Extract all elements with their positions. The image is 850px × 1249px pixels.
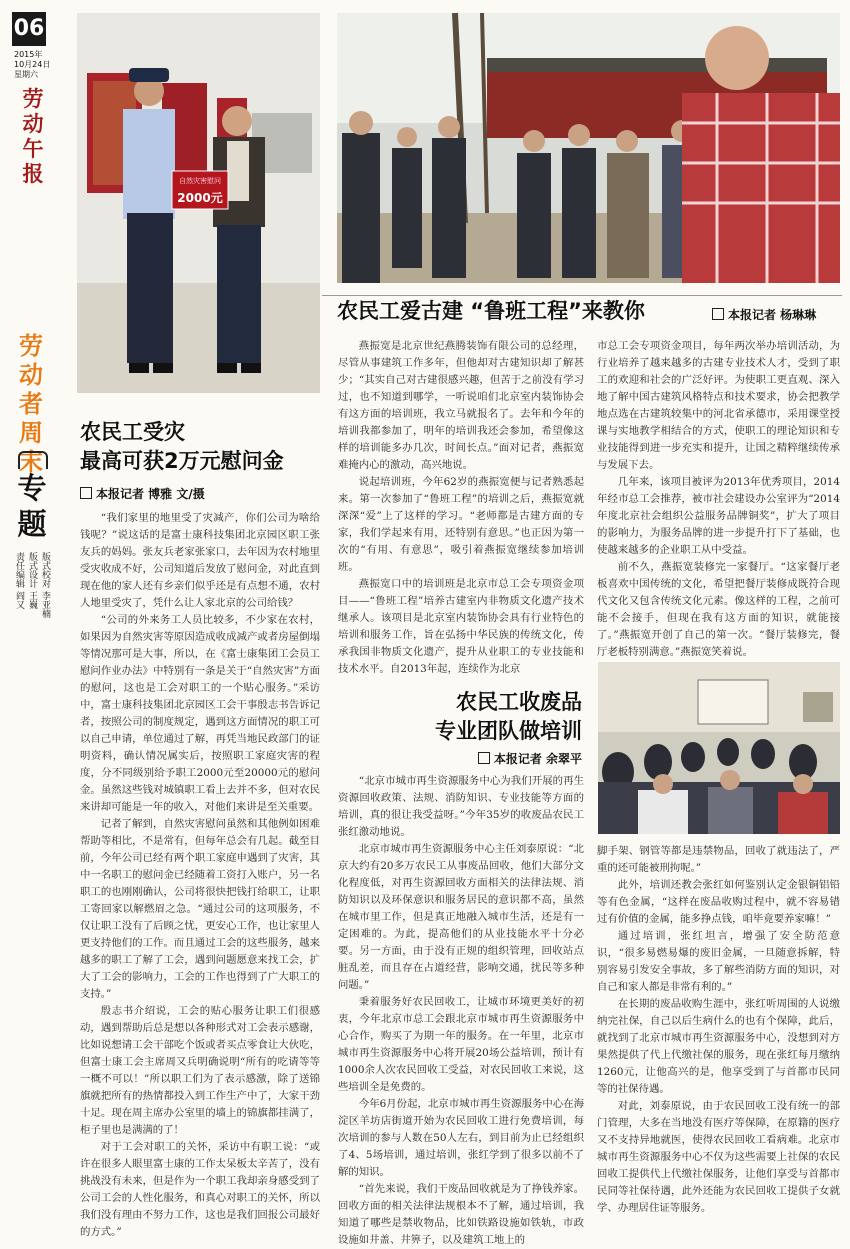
donation-sign-text: 自然灾害慰问 [179, 177, 221, 185]
article3-paragraph: 今年6月份起，北京市城市再生资源服务中心在海淀区羊坊店街道开始为农民回收工进行免费培训，每次培训的参与人数在50人左右，到目前为止已经组织了4、5场培训，通过培训，张红学到了很多以前不了解的知识。 [338, 1098, 584, 1178]
article2-body-col1 [338, 338, 584, 675]
section-title: 劳动者周末 [19, 332, 43, 476]
page-number: 06 [12, 12, 46, 46]
article1-paragraph: 记者了解到，自然灾害慰问虽然和其他例如困难帮助等相比，不是常有，但每年总会有几起。截至目前，今年公司已经有两个职工家庭申遇到了灾害，其中一名职工的慰问金已经随着工资打入账户，另一名职工的也刚刚确认，公司将很快把钱打给职工，让职工寄回家以解燃眉之急。“通过公司的这项服务，不仅让职工没有了后顾之忧，更安心工作，也让家里人更支持他们的工作。而且通过工会的这些服务，越来越多的职工了解了工会，遇到问题愿意来找工会，扩大了工会的影响力，工会的工作也得到了广大职工的支持。” [80, 818, 320, 1000]
article3-paragraph: “北京市城市再生资源服务中心为我们开展的再生资源回收政策、法规、消防知识、专业技能等方面的培训，真的很让我受益呀。”今年35岁的收废品农民工张红激动地说。 [338, 775, 584, 838]
training-classroom-photo [598, 662, 840, 834]
byline-box-icon [478, 752, 490, 764]
article3-paragraph: 对此，刘泰原说，由于农民回收工没有统一的部门管理，大多在当地没有医疗等保障，在原籍的医疗又不支持异地就医，使得农民回收工看病难。北京市城市再生资源服务中心不仅为这些需要上社保的农民回收工提供代上代缴社保服务，让他们享受与首都市民同等社保待遇，此外还能为农民回收工提供子女就学、办理居住证等服务。 [597, 1100, 840, 1214]
article2-paragraph: 市总工会专项资金项目，每年两次举办培训活动，为行业培养了越来越多的古建专业技术人才，受到了职工的欢迎和社会的广泛好评。为使职工更直观、深入地了解中国古建筑风格特点和技术要求，协会把教学地点选在古建筑较集中的河北省承德市，采用课堂授课与实地教学相结合的方式，使职工的理论知识和专业技能得到进一步充实和提升，让国之精粹继续传承与发展下去。 [597, 340, 840, 471]
article3-body-col1 [338, 773, 584, 1246]
article1-title-line1: 农民工受灾 [80, 420, 185, 444]
issue-weekday: 星期六 [14, 70, 38, 79]
article3-paragraph: 秉着服务好农民回收工，让城市环境更美好的初衷，今年北京市总工会跟北京市城市再生资源服务中心合作，购买了为期一年的服务。在一年里，北京市城市再生资源服务中心将开展20场公益培训，预计有1000余人次农民回收工受益，对农民回收工来说，这些培训全是免费的。 [338, 996, 584, 1093]
byline-box-icon [80, 487, 92, 499]
article3-title-line2: 专业团队做培训 [435, 719, 582, 743]
article2-byline [712, 306, 816, 323]
article1-byline-text: 本报记者 博雅 文/摄 [96, 487, 205, 501]
article1-title-line2: 最高可获2万元慰问金 [80, 449, 284, 473]
article1-byline [80, 485, 205, 502]
article3-paragraph: 此外，培训还教会张红如何鉴别认定金银铜铝铅等有色金属，“这样在废品收购过程中，就不容易错过有价值的金属，能多挣点钱，咱毕竟要养家嘛！” [597, 879, 840, 925]
article3-paragraph: “首先来说，我们干废品回收就是为了挣钱养家。回收方面的相关法律法规根本不了解，通过培训，我知道了哪些是禁收物品，比如铁路设施如铁轨，市政设施如井盖、井箅子，以及建筑工地上的 [338, 1183, 584, 1246]
article1-body [80, 510, 320, 1238]
article1-paragraph: 对于工会对职工的关怀，采访中有职工说：“或许在很多人眼里富士康的工作太呆板太辛苦了，没有挑战没有未来，但是作为一个职工我却亲身感受到了公司工会的人性化服务，和真心对职工的关怀，所以我们没有理由不努力工作，这也是我们回报公司最好的方式。” [80, 1141, 320, 1238]
article3-byline [338, 750, 582, 767]
article3-paragraph: 在长期的废品收购生涯中，张红听周围的人说缴纳完社保，自己以后生病什么的也有个保障，此后，就找到了北京市城市再生资源服务中心，没想到对方果然提供了代上代缴社保的服务，现在张红每月缴纳1260元，让他高兴的是，他享受到了与首都市民同等的社保待遇。 [597, 998, 840, 1095]
article1-paragraph: “公司的外来务工人员比较多，不少家在农村，如果因为自然灾害等原因造成收成减产或者房屋倒塌等情况那可是大事，所以，在《富士康集团工会员工慰问作业办法》中特别有一条是关于“自然灾害”方面的慰问，这也是工会对职工的一个贴心服务。”采访中，富士康科技集团北京园区工会干事殷志书告诉记者，按照公司的制度规定，遇到这方面情况的职工可以自己申请，单位通过了解，再凭当地民政部门的证明资料，确认情况属实后，按照职工家庭灾害的程度，分不同级别给予职工2000元至20000元的慰问金。虽然这些钱对城镇职工看上去并不多，但对农民来讲却可能是一年的收入，对他们来讲是至关重要。 [80, 614, 320, 813]
article3-byline-text: 本报记者 余翠平 [493, 752, 582, 766]
issue-year: 2015年 [14, 50, 43, 59]
byline-box-icon [712, 308, 724, 320]
credit-proofread: 版式校对 李亚楠 [40, 552, 50, 618]
article2-paragraph: 几年来，该项目被评为2013年优秀项目，2014年经市总工会推荐，被市社会建设办公室评为“2014年度北京社会组织公益服务品牌铜奖”，扩大了项目的影响力，为服务品牌的进一步提升打下了基础，也使越来越多的企业职工从中受益。 [597, 476, 840, 556]
newspaper-logo: 劳动午报 [22, 86, 44, 186]
article3-paragraph: 北京市城市再生资源服务中心主任刘泰原说：“北京大约有20多万农民工从事废品回收，他们大部分文化程度低，对再生资源回收方面相关的法律法规、消防知识以及环保意识和服务居民的意识都不高，虽然在城市里工作，但是真正地融入城市生活，还是有一定困难的。为此，提高他们的从业技能水平十分必要。另一方面，由于没有正规的组织管理，回收站点脏乱差，而且存在占道经营，影响交通，扰民等多种问题。” [338, 843, 584, 991]
topic-label: 专题 [17, 471, 47, 541]
article2-body-col2 [597, 338, 840, 658]
article2-paragraph: 前不久，燕振宽装修完一家餐厅。“这家餐厅老板喜欢中国传统的文化，希望把餐厅装修成既符合现代文化又包含传统文化元素。像这样的工程，之前可能不会接手，但现在我有这方面的知识，就能接了。”燕振宽开创了自己的第一次。“餐厅装修完，餐厅老板特别满意。”燕振宽笑着说。 [597, 561, 840, 658]
article2-paragraph: 说起培训班，今年62岁的燕振宽便与记者熟悉起来。第一次参加了“鲁班工程”的培训之后，燕振宽就深深“爱”上了这样的学习。“老师都是古建方面的专家，我们学起来有用，还特别有意思。”也正因为第一次的“有用、有意思”，吸引着燕振宽继续参加培训班。 [338, 476, 584, 573]
article3-paragraph: 通过培训，张红坦言，增强了安全防范意识，“很多易燃易爆的废旧金属，一旦随意拆解，特别容易引发安全事故，多了解些消防方面的知识，对自己和家人都是非常有利的。” [597, 930, 840, 993]
article1-paragraph: “我们家里的地里受了灾减产，你们公司为啥给钱呢？”说这话的是富士康科技集团北京园区职工张友兵的妈妈。张友兵老家张家口，去年因为农村地里受灾收成不好，公司知道后发放了慰问金，对此直到现在他的家人还有乡亲们似乎还是有点想不通，农村人地里受灾了，凭什么让人家北京的公司给钱？ [80, 512, 320, 609]
article1-paragraph: 殷志书介绍说，工会的贴心服务让职工们很感动，遇到帮助后总是想以各种形式对工会表示感谢，比如说想请工会干部吃个饭或者买点零食让大伙吃，但富士康工会主席周又兵明确说明“所有的吃请等等一概不可以！”所以职工们为了表示感激，除了送锦旗就把所有的热情都投入到工作生产中了，大家干劲十足。现在周主席办公室里的墙上的锦旗都挂满了，柜子里也是满满的了！ [80, 1005, 320, 1136]
topic-bracket [18, 451, 48, 469]
classroom-photo-illustration [598, 662, 840, 834]
donation-amount: 2000元 [177, 191, 223, 205]
article3-paragraph: 脚手架、钢管等都是违禁物品，回收了就违法了，严重的还可能被刑拘呢。” [597, 845, 840, 874]
donation-photo [77, 13, 320, 393]
credit-editor: 责任编辑 阎又 [14, 552, 24, 609]
article3-title-line1: 农民工收废品 [456, 690, 582, 714]
article2-title: 农民工爱古建 “鲁班工程”来教你 [337, 299, 645, 323]
article2-paragraph: 燕振宽是北京世纪燕腾装饰有限公司的总经理，尽管从事建筑工作多年，但他却对古建知识却了解甚少；“其实自己对古建很感兴趣，但苦于之前没有学习过，也不知道到哪学，一听说咱们北京室内装饰协会有这方面的培训班，我立马就报名了。去年和今年的培训我都参加了，明年的培训我还会参加，希望像这样的培训能多办几次，时间长点。”面对记者，燕振宽难掩内心的激动，高兴地说。 [338, 340, 584, 471]
article3-body-col2 [597, 843, 840, 1223]
article2-paragraph: 燕振宽口中的培训班是北京市总工会专项资金项目——“鲁班工程”培养古建室内非物质文化遗产技术继承人。该项目是北京室内装饰协会具有行业特色的培训和服务工作，旨在弘扬中华民族的传统文化，传承我国非物质文化遗产，提升从业职工的专业技能和技术水平。自2013年起，连续作为北京 [338, 578, 584, 675]
credit-design: 版式设计 王巍 [27, 552, 37, 609]
article2-byline-text: 本报记者 杨琳琳 [728, 308, 817, 322]
heritage-photo-illustration [337, 13, 840, 283]
issue-date: 10月24日 [14, 60, 51, 69]
heritage-group-photo [337, 13, 840, 283]
